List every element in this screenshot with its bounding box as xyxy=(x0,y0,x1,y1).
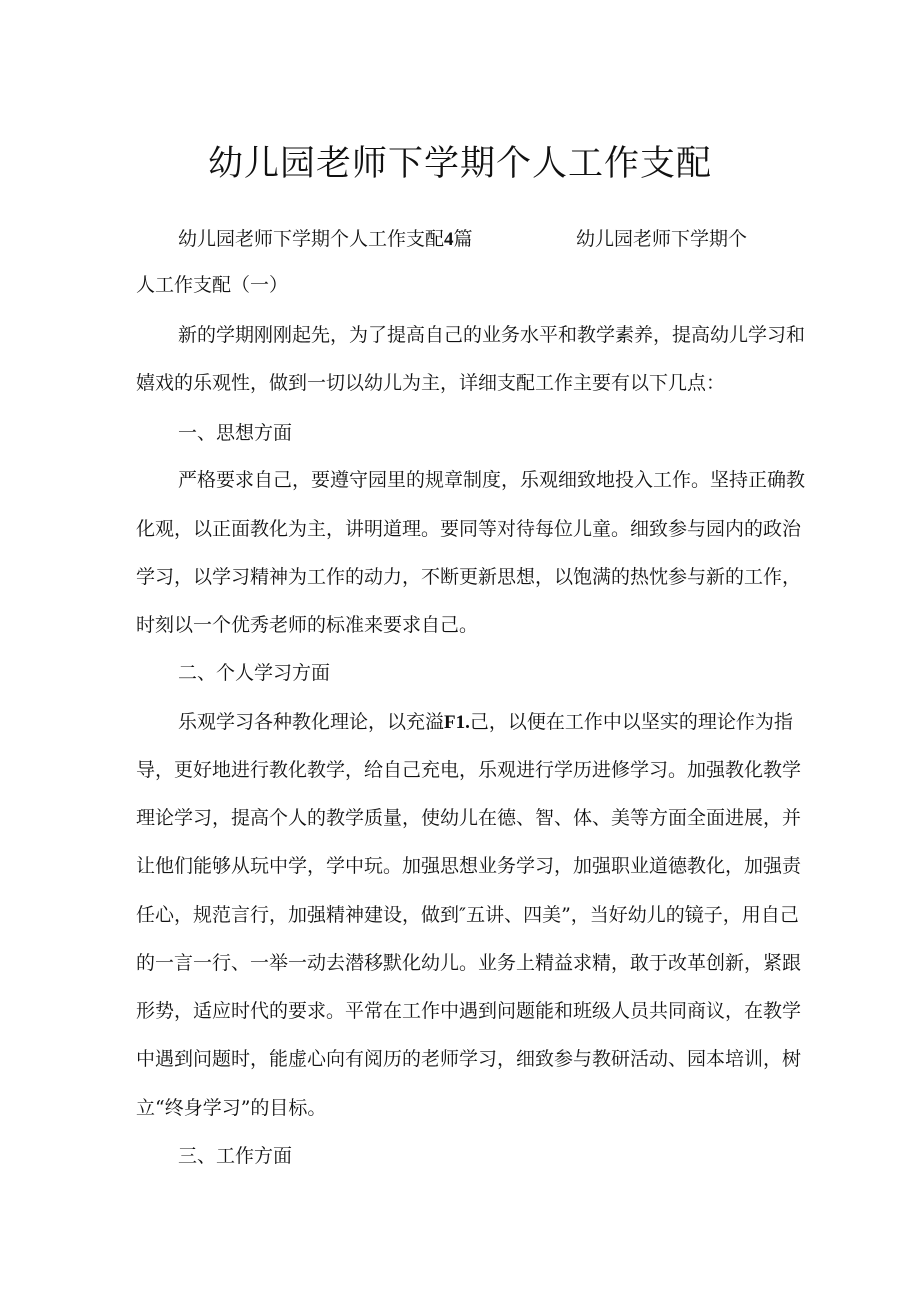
section-heading-thought: 一、思想方面 xyxy=(178,422,293,444)
document-title: 幼儿园老师下学期个人工作支配 xyxy=(207,144,712,184)
section-1-line-4: 时刻以一个优秀老师的标准来要求自己。 xyxy=(136,614,479,636)
section-1-line-2: 化观，以正面教化为主，讲明道理。要同等对待每位儿童。细致参与园内的政治 xyxy=(136,518,802,540)
intro-line-2: 嬉戏的乐观性，做到一切以幼儿为主，详细支配工作主要有以下几点： xyxy=(136,372,726,394)
section-1-line-1: 严格要求自己，要遵守园里的规章制度，乐观细致地投入工作。坚持正确教 xyxy=(178,469,806,491)
section-heading-work: 三、工作方面 xyxy=(178,1145,293,1167)
section-2-line-1-after: 己，以便在工作中以坚实的理论作为指 xyxy=(469,711,793,733)
section-heading-study: 二、个人学习方面 xyxy=(178,662,331,684)
section-2-line-8: 中遇到问题时，能虚心向有阅历的老师学习，细致参与教研活动、园本培训，树 xyxy=(136,1048,802,1070)
section-1-line-3: 学习，以学习精神为工作的动力，不断更新思想，以饱满的热忱参与新的工作， xyxy=(136,566,802,588)
section-2-line-6: 的一言一行、一举一动去潜移默化幼儿。业务上精益求精，敢于改革创新，紧跟 xyxy=(136,952,802,974)
subtitle-left-count: 4 xyxy=(444,229,454,250)
subtitle-continuation: 人工作支配（一） xyxy=(136,274,289,296)
section-2-line-1-bold: F1. xyxy=(444,712,470,733)
intro-line-1: 新的学期刚刚起先，为了提高自己的业务水平和教学素养，提高幼儿学习和 xyxy=(178,324,806,346)
subtitle-right: 幼儿园老师下学期个 xyxy=(576,228,748,250)
section-2-line-5: 任心，规范言行，加强精神建设，做到″五讲、四美”，当好幼儿的镜子，用自己 xyxy=(136,904,799,926)
section-2-line-4: 让他们能够从玩中学，学中玩。加强思想业务学习，加强职业道德教化，加强责 xyxy=(136,855,802,877)
section-2-line-9: 立“终身学习”的目标。 xyxy=(136,1097,327,1119)
section-2-line-1 xyxy=(178,709,793,736)
subtitle-left-suffix: 篇 xyxy=(453,228,473,250)
section-2-line-2: 导，更好地进行教化教学，给自己充电，乐观进行学历进修学习。加强教化教学 xyxy=(136,759,802,781)
subtitle-left-prefix: 幼儿园老师下学期个人工作支配 xyxy=(178,228,445,250)
section-2-line-7: 形势，适应时代的要求。平常在工作中遇到问题能和班级人员共同商议，在教学 xyxy=(136,1000,802,1022)
section-2-line-3: 理论学习，提高个人的教学质量，使幼儿在德、智、体、美等方面全面进展，并 xyxy=(136,807,802,829)
subtitle-left xyxy=(178,226,473,253)
section-2-line-1-before: 乐观学习各种教化理论，以充溢 xyxy=(178,711,445,733)
